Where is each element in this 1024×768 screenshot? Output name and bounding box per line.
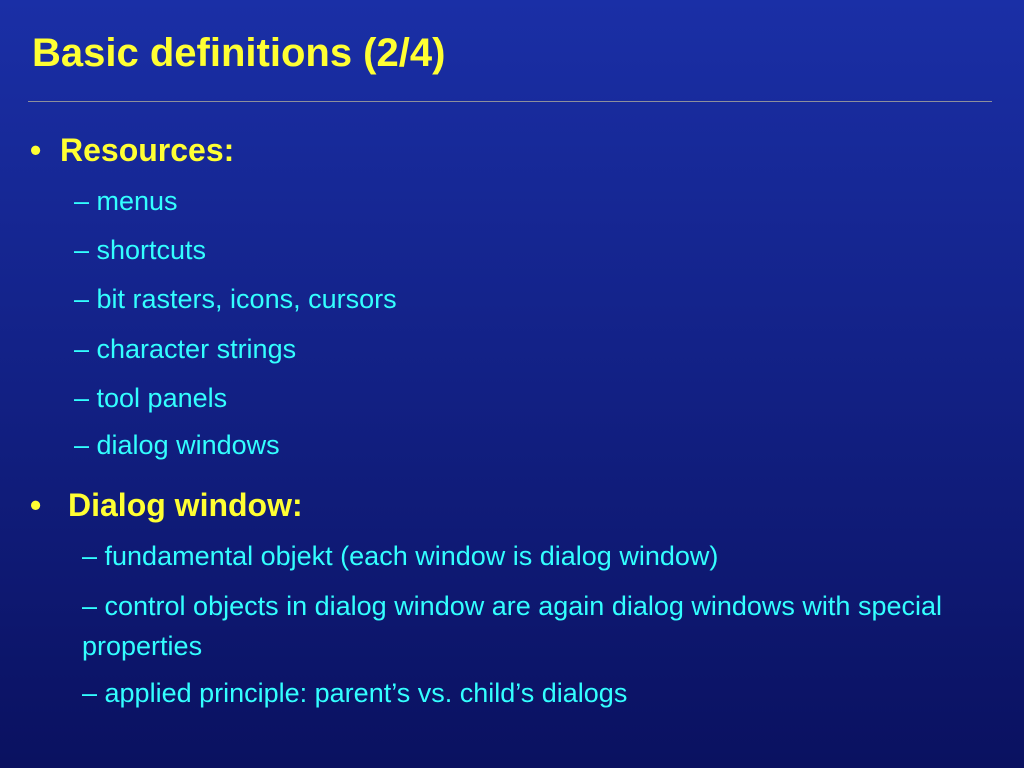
bullet-icon: •: [30, 132, 42, 168]
list-item: – fundamental objekt (each window is dialog window): [82, 541, 719, 571]
bullet-icon: •: [30, 487, 42, 523]
list-item: – tool panels: [74, 383, 228, 413]
list-item: – menus: [74, 186, 178, 216]
slide-title: Basic definitions (2/4): [32, 31, 446, 75]
heading-text: Dialog window:: [68, 487, 303, 523]
section-heading-resources: [30, 130, 234, 170]
section-heading-dialog-window: [30, 485, 303, 525]
list-item: – shortcuts: [74, 235, 207, 265]
list-item: – applied principle: parent’s vs. child’s dialogs: [82, 678, 628, 708]
list-item: – dialog windows: [74, 430, 280, 460]
list-item: – character strings: [74, 334, 297, 364]
heading-text: Resources:: [60, 132, 235, 168]
title-divider: [28, 101, 992, 102]
list-item: – control objects in dialog window are again dialog windows with special properties: [82, 591, 942, 661]
list-item: – bit rasters, icons, cursors: [74, 284, 397, 314]
